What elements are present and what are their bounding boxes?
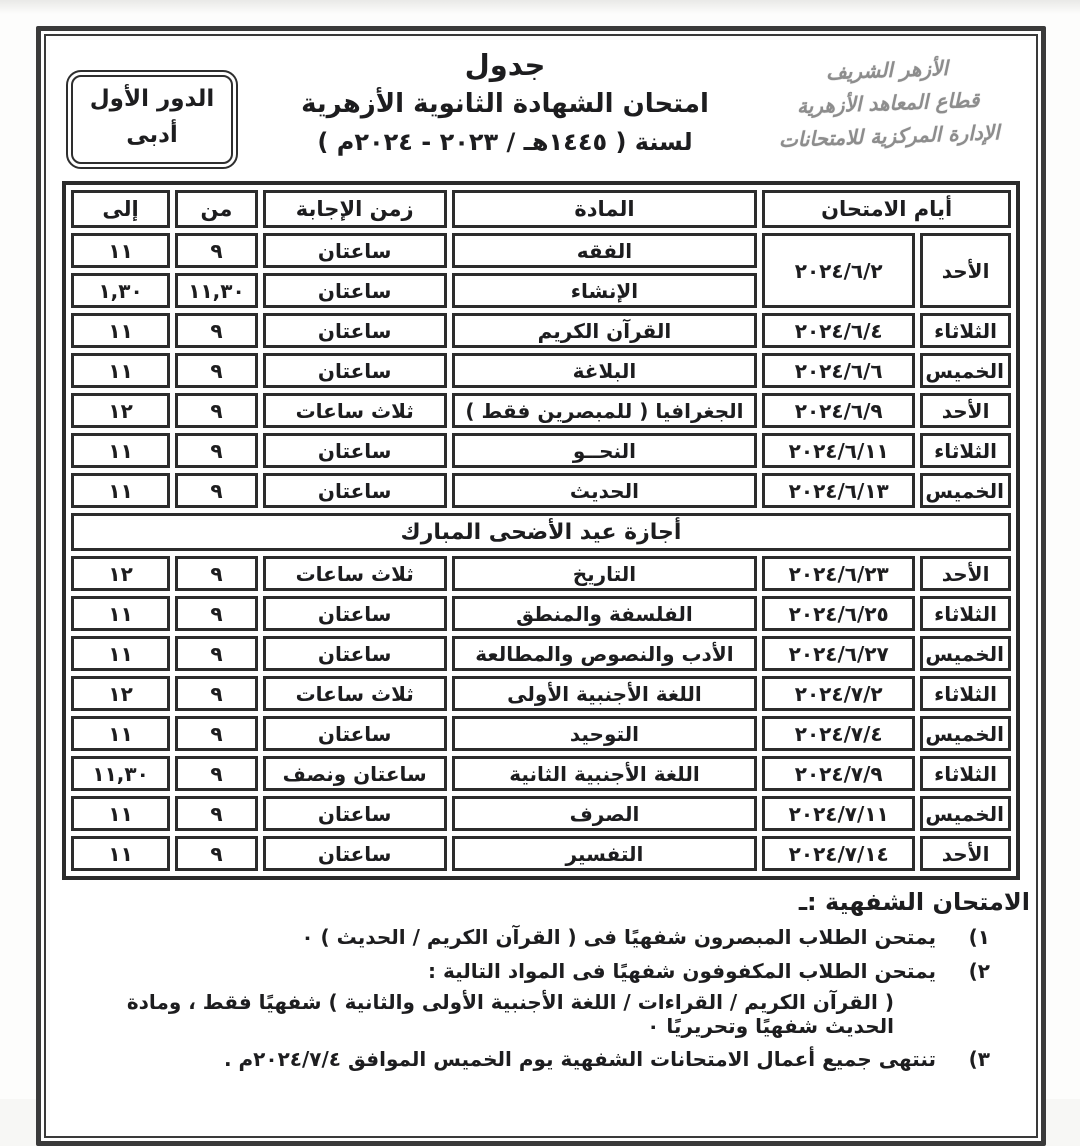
note-number-2: ٢) [968,959,990,984]
subject-cell: الجغرافيا ( للمبصرين فقط ) [452,393,758,428]
note-number-1: ١) [968,925,990,950]
col-header-from: من [175,190,258,228]
from-cell: ٩ [175,556,258,591]
note-text-2: يمتحن الطلاب المكفوفون شفهيًا فى المواد التالية : [428,959,936,984]
duration-cell: ثلاث ساعات [263,676,447,711]
subject-cell: القرآن الكريم [452,313,758,348]
date-cell: ٢٠٢٤/٦/١١ [762,433,915,468]
to-cell: ١١ [71,836,170,871]
from-cell: ٩ [175,233,258,268]
day-cell: الثلاثاء [920,756,1011,791]
day-cell: الثلاثاء [920,676,1011,711]
exam-row [71,393,1011,428]
badge-round-label: الدور الأول [89,86,215,112]
exam-row [71,716,1011,751]
holiday-row [71,513,1011,551]
document-header [58,46,1024,169]
date-cell: ٢٠٢٤/٧/١٤ [762,836,915,871]
notes-title: الامتحان الشفهية :ـ [798,888,1030,917]
subject-cell: اللغة الأجنبية الثانية [452,756,758,791]
date-cell: ٢٠٢٤/٦/٢٥ [762,596,915,631]
from-cell: ٩ [175,676,258,711]
duration-cell: ساعتان [263,836,447,871]
exam-row [71,636,1011,671]
exam-row [71,596,1011,631]
to-cell: ١١ [71,636,170,671]
duration-cell: ساعتان [263,796,447,831]
duration-cell: ساعتان [263,596,447,631]
scan-edge-artifact [0,0,1080,14]
note-text-1: يمتحن الطلاب المبصرون شفهيًا فى ( القرآن الكريم / الحديث ) ٠ [301,925,936,950]
date-cell: ٢٠٢٤/٦/٢٣ [762,556,915,591]
date-cell: ٢٠٢٤/٧/٩ [762,756,915,791]
table-header-row [71,190,1011,228]
day-cell: الأحد [920,836,1011,871]
to-cell: ١١ [71,716,170,751]
title-block [258,46,752,156]
exam-row [71,676,1011,711]
badge-section-label: أدبى [126,121,178,148]
from-cell: ١١,٣٠ [175,273,258,308]
from-cell: ٩ [175,836,258,871]
to-cell: ١١ [71,796,170,831]
round-section-badge-inner [71,75,233,164]
col-header-subject: المادة [452,190,758,228]
from-cell: ٩ [175,596,258,631]
letterhead-sector: قطاع المعاهد الأزهرية [796,87,980,119]
day-cell: الثلاثاء [920,433,1011,468]
from-cell: ٩ [175,393,258,428]
day-cell: الخميس [920,353,1011,388]
day-cell: الأحد [920,393,1011,428]
subject-cell: الفلسفة والمنطق [452,596,758,631]
from-cell: ٩ [175,756,258,791]
subject-cell: اللغة الأجنبية الأولى [452,676,758,711]
duration-cell: ساعتان [263,353,447,388]
exam-row [71,433,1011,468]
subject-cell: التفسير [452,836,758,871]
date-cell: ٢٠٢٤/٦/٢ [762,233,915,308]
note-item-1 [58,925,1024,950]
schedule-thead [71,190,1011,228]
from-cell: ٩ [175,313,258,348]
to-cell: ١١ [71,313,170,348]
exam-row [71,796,1011,831]
col-header-exam-days: أيام الامتحان [762,190,1011,228]
exam-row [71,233,1011,268]
to-cell: ١,٣٠ [71,273,170,308]
duration-cell: ثلاث ساعات [263,393,447,428]
day-cell: الخميس [920,473,1011,508]
subject-cell: الحديث [452,473,758,508]
subject-cell: النحــو [452,433,758,468]
note-text-3: تنتهى جميع أعمال الامتحانات الشفهية يوم الخميس الموافق ٢٠٢٤/٧/٤م . [223,1047,936,1072]
exam-row [71,353,1011,388]
day-cell: الخميس [920,636,1011,671]
page-frame-inner [44,34,1038,1138]
note-item-2 [58,959,1024,984]
from-cell: ٩ [175,433,258,468]
to-cell: ١١ [71,596,170,631]
from-cell: ٩ [175,636,258,671]
note-item-3 [58,1047,1024,1072]
subject-cell: التاريخ [452,556,758,591]
to-cell: ١١,٣٠ [71,756,170,791]
doc-title: جدول [464,48,546,82]
letterhead-org: الأزهر الشريف [825,55,949,85]
from-cell: ٩ [175,473,258,508]
day-cell: الثلاثاء [920,313,1011,348]
page-frame [36,26,1046,1146]
date-cell: ٢٠٢٤/٦/٦ [762,353,915,388]
duration-cell: ثلاث ساعات [263,556,447,591]
date-cell: ٢٠٢٤/٧/٤ [762,716,915,751]
exam-row [71,313,1011,348]
holiday-banner: أجازة عيد الأضحى المبارك [71,513,1011,551]
day-cell: الخميس [920,796,1011,831]
to-cell: ١١ [71,433,170,468]
exam-row [71,556,1011,591]
day-cell: الأحد [920,233,1011,308]
subject-cell: التوحيد [452,716,758,751]
subject-cell: الإنشاء [452,273,758,308]
date-cell: ٢٠٢٤/٦/٩ [762,393,915,428]
doc-year-line: لسنة ( ١٤٤٥هـ / ٢٠٢٣ - ٢٠٢٤م ) [317,128,693,156]
exam-row [71,756,1011,791]
day-cell: الخميس [920,716,1011,751]
col-header-duration: زمن الإجابة [263,190,447,228]
duration-cell: ساعتان ونصف [263,756,447,791]
duration-cell: ساعتان [263,433,447,468]
note-number-3: ٣) [968,1047,990,1072]
day-cell: الثلاثاء [920,596,1011,631]
duration-cell: ساعتان [263,313,447,348]
to-cell: ١١ [71,473,170,508]
from-cell: ٩ [175,353,258,388]
subject-cell: الفقه [452,233,758,268]
day-cell: الأحد [920,556,1011,591]
letterhead-calligraphy [750,41,1026,157]
exam-schedule-table [62,181,1020,880]
duration-cell: ساعتان [263,636,447,671]
to-cell: ١٢ [71,676,170,711]
date-cell: ٢٠٢٤/٦/٤ [762,313,915,348]
exam-row [71,836,1011,871]
schedule-tbody [71,233,1011,871]
col-header-to: إلى [71,190,170,228]
duration-cell: ساعتان [263,473,447,508]
date-cell: ٢٠٢٤/٦/١٣ [762,473,915,508]
subject-cell: الأدب والنصوص والمطالعة [452,636,758,671]
duration-cell: ساعتان [263,233,447,268]
subject-cell: الصرف [452,796,758,831]
duration-cell: ساعتان [263,273,447,308]
duration-cell: ساعتان [263,716,447,751]
note-item-2-continuation: ( القرآن الكريم / القراءات / اللغة الأجنبية الأولى والثانية ) شفهيًا فقط ، ومادة الحديث شفهيًا وتحريريًا ٠ [126,990,894,1039]
round-section-badge [66,70,238,169]
subject-cell: البلاغة [452,353,758,388]
exam-row [71,473,1011,508]
date-cell: ٢٠٢٤/٧/١١ [762,796,915,831]
to-cell: ١٢ [71,556,170,591]
letterhead-admin: الإدارة المركزية للامتحانات [778,120,1001,152]
date-cell: ٢٠٢٤/٦/٢٧ [762,636,915,671]
oral-exam-notes [58,888,1030,1072]
to-cell: ١١ [71,353,170,388]
to-cell: ١١ [71,233,170,268]
from-cell: ٩ [175,796,258,831]
to-cell: ١٢ [71,393,170,428]
date-cell: ٢٠٢٤/٧/٢ [762,676,915,711]
from-cell: ٩ [175,716,258,751]
doc-subtitle: امتحان الشهادة الثانوية الأزهرية [301,89,709,119]
